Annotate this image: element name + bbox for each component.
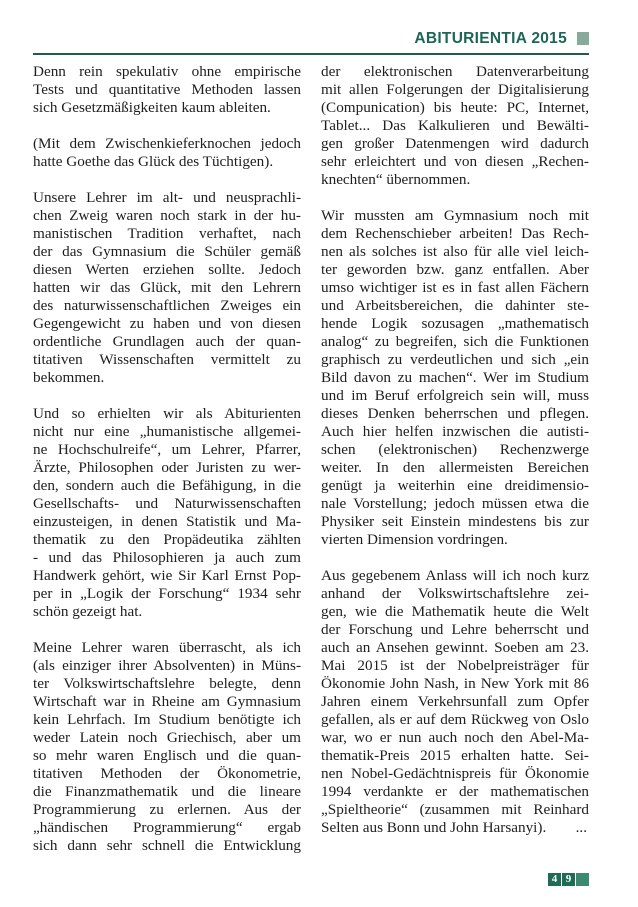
text-line: gen, wie die Mathematik heute die Welt xyxy=(321,603,589,620)
text-line: einzusteigen, in denen Statistik und Ma- xyxy=(33,513,301,530)
right-text-column xyxy=(321,63,589,855)
text-line: Unsere Lehrer im alt- und neusprachli- xyxy=(33,189,301,206)
text-line: ter Volkswirtschaftslehre belegte, denn xyxy=(33,675,301,692)
paragraph xyxy=(33,639,301,855)
text-line: „händischen Programmierung“ ergab xyxy=(33,819,301,836)
text-line: auch an Ansehen gewinnt. Soeben am 23. xyxy=(321,639,589,656)
text-line: kein Lehrfach. Im Studium benötigte ich xyxy=(33,711,301,728)
text-line: sehr erleichtert und von diesen „Rechen- xyxy=(321,153,589,170)
paragraph xyxy=(33,405,301,621)
page-number-ornament-box xyxy=(576,873,589,886)
text-line: anhand der Volkswirtschaftslehre zei- xyxy=(321,585,589,602)
paragraph xyxy=(321,567,589,837)
text-line: der das Gymnasium die Schüler gemäß xyxy=(33,243,301,260)
text-line: thematik zu den Propädeutika zählten xyxy=(33,531,301,548)
text-line: Und so erhielten wir als Abiturienten xyxy=(33,405,301,422)
text-line: genügt ja weiterhin eine dreidimensio- xyxy=(321,477,589,494)
text-line: dieses Denken beherrschen und pflegen. xyxy=(321,405,589,422)
paragraph xyxy=(321,63,589,189)
text-line: Wirtschaft war in Rheine am Gymnasium xyxy=(33,693,301,710)
text-line: gen großer Datenmengen wird dadurch xyxy=(321,135,589,152)
text-line: (Compunication) bis heute: PC, Internet, xyxy=(321,99,589,116)
text-line: diesen Werten erziehen sollte. Jedoch xyxy=(33,261,301,278)
continuation-ellipsis: ... xyxy=(575,819,587,836)
text-line: ter geworden bzw. ganz entfallen. Aber xyxy=(321,261,589,278)
text-line: Denn rein spekulativ ohne empirische xyxy=(33,63,301,80)
text-line: titativen Wissenschaften vermittelt zu xyxy=(33,351,301,368)
text-line: Mai 2015 ist der Nobelpreisträger für xyxy=(321,657,589,674)
text-line: mit allen Folgerungen der Digitalisierung xyxy=(321,81,589,98)
text-line: gefallen, als er auf dem Rückweg von Oslo xyxy=(321,711,589,728)
text-line: Wir mussten am Gymnasium noch mit xyxy=(321,207,589,224)
text-line: und Arbeitsbereichen, die dahinter ste- xyxy=(321,297,589,314)
text-line: nen als solches ist also für alle viel leich- xyxy=(321,243,589,260)
paragraph xyxy=(33,135,301,171)
text-line: per in „Logik der Forschung“ 1934 sehr xyxy=(33,585,301,602)
text-line: analog“ zu begreifen, sich die Funktionen xyxy=(321,333,589,350)
text-line: schen (elektronischen) Rechenzwerge xyxy=(321,441,589,458)
page-number-digit: 9 xyxy=(562,873,575,886)
text-line: Ärzte, Philosophen oder Juristen zu wer- xyxy=(33,459,301,476)
text-line: Auch hier helfen inzwischen die autisti- xyxy=(321,423,589,440)
text-line: dem Rechenschieber arbeiten! Das Rech- xyxy=(321,225,589,242)
text-line: Physiker seit Einstein mindestens bis zur xyxy=(321,513,589,530)
text-line: hende Logik sozusagen „mathematisch xyxy=(321,315,589,332)
text-line: Gesellschafts- und Naturwissenschaften xyxy=(33,495,301,512)
text-line: nicht nur eine „humanistische allgemei- xyxy=(33,423,301,440)
text-line: „Spieltheorie“ (zusammen mit Reinhard xyxy=(321,801,589,818)
text-line: Jahren einem Verkehrsunfall zum Opfer xyxy=(321,693,589,710)
text-line: bekommen. xyxy=(33,369,105,386)
text-line: sich dann sehr schnell die Entwicklung xyxy=(33,837,301,854)
text-line: Ökonomie John Nash, in New York mit 86 xyxy=(321,675,589,692)
left-text-column xyxy=(33,63,301,873)
paragraph xyxy=(33,63,301,117)
text-line: (Mit dem Zwischenkieferknochen jedoch xyxy=(33,135,301,152)
text-line: graphisch zu verdeutlichen und sich „ein xyxy=(321,351,589,368)
text-line: (als einziger ihrer Absolventen) in Müns- xyxy=(33,657,301,674)
text-line: weder Latein noch Griechisch, aber um xyxy=(33,729,301,746)
text-line: Programmierung zu erlernen. Aus der xyxy=(33,801,301,818)
text-line: - und das Philosophieren ja auch zum xyxy=(33,549,301,566)
text-line: thematik-Preis 2015 erhalten hatte. Sei- xyxy=(321,747,589,764)
text-line: knechten“ übernommen. xyxy=(321,171,471,188)
text-line: die Finanzmathematik und die lineare xyxy=(33,783,301,800)
text-line: so mehr waren Englisch und die quan- xyxy=(33,747,301,764)
text-line: der elektronischen Datenverarbeitung xyxy=(321,63,589,80)
paragraph xyxy=(321,207,589,549)
page-number-digit: 4 xyxy=(548,873,561,886)
text-line: Handwerk gehört, wie Sir Karl Ernst Pop- xyxy=(33,567,301,584)
text-line: schön gezeigt hat. xyxy=(33,603,143,620)
text-line-content: Selten aus Bonn und John Harsanyi). xyxy=(321,819,547,836)
text-line: den, sondern auch die Befähigung, in die xyxy=(33,477,301,494)
publication-title: ABITURIENTIA 2015 xyxy=(414,30,567,47)
text-line: Gegengewicht zu haben und von diesen xyxy=(33,315,301,332)
paragraph xyxy=(33,189,301,387)
text-line xyxy=(321,819,589,837)
text-line: Meine Lehrer waren überrascht, als ich xyxy=(33,639,301,656)
text-line: und im Beruf erfolgreich sein will, muss xyxy=(321,387,589,404)
text-line: ordentliche Grundlagen auch der quan- xyxy=(33,333,301,350)
text-line: weiter. In den allermeisten Bereichen xyxy=(321,459,589,476)
text-line: Aus gegebenem Anlass will ich noch kurz xyxy=(321,567,589,584)
text-line: Tablet... Das Kalkulieren und Bewälti- xyxy=(321,117,589,134)
text-line: 1994 verdankte er der mathematischen xyxy=(321,783,589,800)
text-line: nen Nobel-Gedächtnispreis für Ökonomie xyxy=(321,765,589,782)
text-line: manistischen Tradition verhaftet, nach xyxy=(33,225,301,242)
text-line: umso wichtiger ist es in fast allen Fächern xyxy=(321,279,589,296)
text-line: vierten Dimension vordringen. xyxy=(321,531,508,548)
text-line: Bild davon zu machen“. Wer im Studium xyxy=(321,369,589,386)
text-line: ne Hochschulreife“, um Lehrer, Pfarrer, xyxy=(33,441,301,458)
page-number xyxy=(548,873,589,886)
header-square-ornament xyxy=(577,32,589,45)
text-line: hatte Goethe das Glück des Tüchtigen). xyxy=(33,153,274,170)
text-line: titativen Methoden der Ökonometrie, xyxy=(33,765,301,782)
text-line: war, wo er nun auch noch den Abel-Ma- xyxy=(321,729,589,746)
text-line: chen Zweig waren noch stark in der hu- xyxy=(33,207,301,224)
running-header xyxy=(33,0,589,55)
text-line: des naturwissenschaftlichen Zweiges ein xyxy=(33,297,301,314)
text-line: hatten wir das Glück, mit den Lehrern xyxy=(33,279,301,296)
text-line: nale Vorstellung; jedoch müssen etwa die xyxy=(321,495,589,512)
text-line: sich Gesetzmäßigkeiten kaum ableiten. xyxy=(33,99,271,116)
text-line: Tests und quantitative Methoden lassen xyxy=(33,81,301,98)
text-line: der Forschung und Lehre beherrscht und xyxy=(321,621,589,638)
